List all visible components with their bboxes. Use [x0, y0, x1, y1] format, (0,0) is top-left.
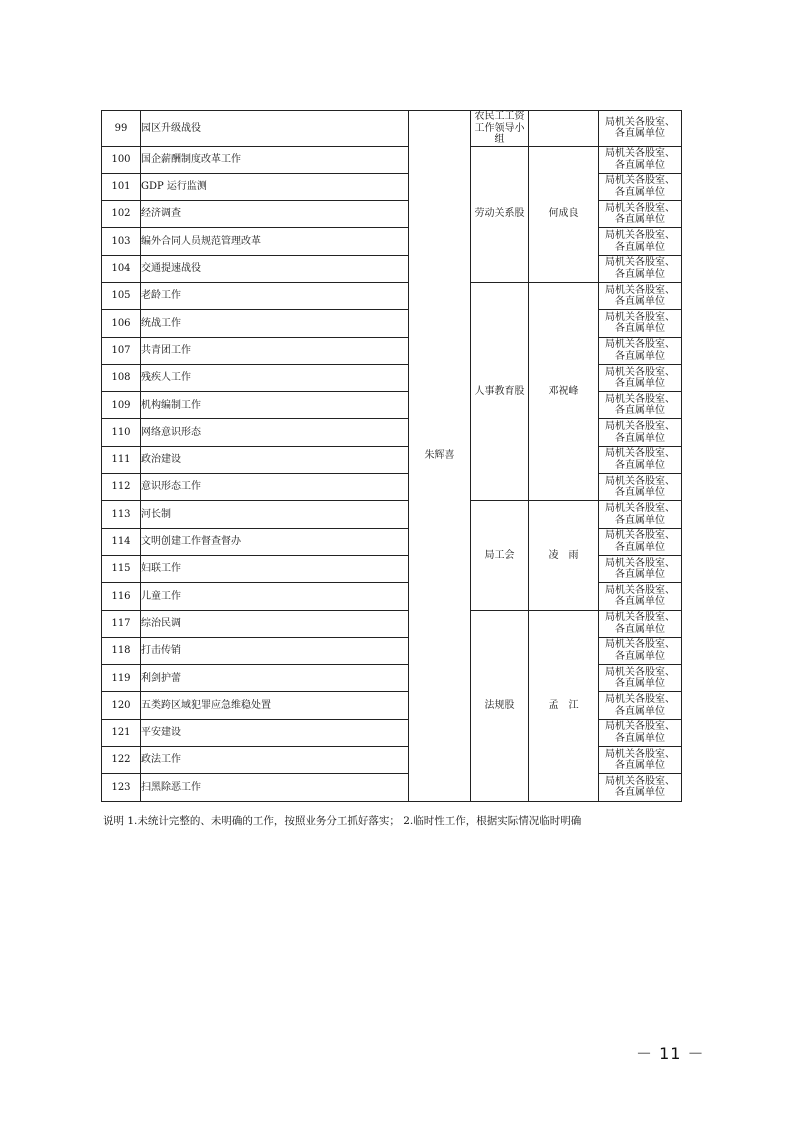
- row-number: 108: [102, 364, 141, 391]
- table-row: [102, 146, 682, 173]
- row-number: 104: [102, 255, 141, 282]
- task-name: 扫黑除恶工作: [141, 774, 409, 801]
- coop-units: 局机关各股室、 各直属单位: [599, 111, 682, 147]
- coop-units: 局机关各股室、 各直属单位: [599, 228, 682, 255]
- row-number: 119: [102, 665, 141, 692]
- task-name: 意识形态工作: [141, 474, 409, 501]
- row-number: 113: [102, 501, 141, 528]
- row-number: 114: [102, 528, 141, 555]
- task-name: 园区升级战役: [141, 111, 409, 147]
- task-name: 文明创建工作督查督办: [141, 528, 409, 555]
- task-name: 机构编制工作: [141, 392, 409, 419]
- task-name: 统战工作: [141, 310, 409, 337]
- coop-units: 局机关各股室、 各直属单位: [599, 637, 682, 664]
- task-name: 五类跨区域犯罪应急维稳处置: [141, 692, 409, 719]
- work-assignment-table: [101, 110, 682, 802]
- responsible-dept: 局工会: [471, 501, 529, 610]
- row-number: 102: [102, 201, 141, 228]
- page-number: － 11 －: [636, 1044, 705, 1063]
- table-row: [102, 111, 682, 147]
- responsible-dept: 法规股: [471, 610, 529, 801]
- coop-units: 局机关各股室、 各直属单位: [599, 146, 682, 173]
- responsible-dept: 人事教育股: [471, 282, 529, 500]
- coop-units: 局机关各股室、 各直属单位: [599, 692, 682, 719]
- row-number: 109: [102, 392, 141, 419]
- responsible-person: 孟 江: [529, 610, 599, 801]
- task-name: 政法工作: [141, 747, 409, 774]
- coop-units: 局机关各股室、 各直属单位: [599, 310, 682, 337]
- row-number: 121: [102, 719, 141, 746]
- coop-units: 局机关各股室、 各直属单位: [599, 528, 682, 555]
- coop-units: 局机关各股室、 各直属单位: [599, 665, 682, 692]
- row-number: 115: [102, 555, 141, 582]
- task-name: 儿童工作: [141, 583, 409, 610]
- responsible-dept: 劳动关系股: [471, 146, 529, 282]
- task-name: 网络意识形态: [141, 419, 409, 446]
- row-number: 117: [102, 610, 141, 637]
- table-row: [102, 282, 682, 309]
- responsible-dept: 农民工工资工作领导小组: [471, 111, 529, 147]
- row-number: 110: [102, 419, 141, 446]
- table-row: [102, 501, 682, 528]
- coop-units: 局机关各股室、 各直属单位: [599, 364, 682, 391]
- row-number: 103: [102, 228, 141, 255]
- coop-units: 局机关各股室、 各直属单位: [599, 774, 682, 801]
- task-name: 经济调查: [141, 201, 409, 228]
- coop-units: 局机关各股室、 各直属单位: [599, 255, 682, 282]
- coop-units: 局机关各股室、 各直属单位: [599, 583, 682, 610]
- task-name: GDP 运行监测: [141, 173, 409, 200]
- task-name: 打击传销: [141, 637, 409, 664]
- row-number: 116: [102, 583, 141, 610]
- row-number: 118: [102, 637, 141, 664]
- responsible-person: [529, 111, 599, 147]
- table-footnote: 说明 1.未统计完整的、未明确的工作，按照业务分工抓好落实； 2.临时性工作，根据实际情况临时明确: [103, 815, 582, 827]
- task-name: 河长制: [141, 501, 409, 528]
- coop-units: 局机关各股室、 各直属单位: [599, 474, 682, 501]
- task-name: 利剑护蕾: [141, 665, 409, 692]
- task-name: 老龄工作: [141, 282, 409, 309]
- table-row: [102, 610, 682, 637]
- responsible-person: 凌 雨: [529, 501, 599, 610]
- row-number: 112: [102, 474, 141, 501]
- task-name: 编外合同人员规范管理改革: [141, 228, 409, 255]
- row-number: 100: [102, 146, 141, 173]
- coop-units: 局机关各股室、 各直属单位: [599, 201, 682, 228]
- coop-units: 局机关各股室、 各直属单位: [599, 419, 682, 446]
- coop-units: 局机关各股室、 各直属单位: [599, 282, 682, 309]
- row-number: 122: [102, 747, 141, 774]
- responsible-leader: 朱辉喜: [409, 111, 471, 802]
- coop-units: 局机关各股室、 各直属单位: [599, 337, 682, 364]
- row-number: 106: [102, 310, 141, 337]
- coop-units: 局机关各股室、 各直属单位: [599, 747, 682, 774]
- coop-units: 局机关各股室、 各直属单位: [599, 610, 682, 637]
- coop-units: 局机关各股室、 各直属单位: [599, 173, 682, 200]
- responsible-person: 邓祝峰: [529, 282, 599, 500]
- row-number: 107: [102, 337, 141, 364]
- task-name: 平安建设: [141, 719, 409, 746]
- row-number: 105: [102, 282, 141, 309]
- task-name: 综治民调: [141, 610, 409, 637]
- row-number: 123: [102, 774, 141, 801]
- row-number: 101: [102, 173, 141, 200]
- coop-units: 局机关各股室、 各直属单位: [599, 501, 682, 528]
- coop-units: 局机关各股室、 各直属单位: [599, 555, 682, 582]
- task-name: 国企薪酬制度改革工作: [141, 146, 409, 173]
- task-name: 妇联工作: [141, 555, 409, 582]
- coop-units: 局机关各股室、 各直属单位: [599, 719, 682, 746]
- coop-units: 局机关各股室、 各直属单位: [599, 446, 682, 473]
- task-name: 残疾人工作: [141, 364, 409, 391]
- row-number: 99: [102, 111, 141, 147]
- task-name: 政治建设: [141, 446, 409, 473]
- task-name: 共青团工作: [141, 337, 409, 364]
- row-number: 120: [102, 692, 141, 719]
- row-number: 111: [102, 446, 141, 473]
- task-name: 交通提速战役: [141, 255, 409, 282]
- responsible-person: 何成良: [529, 146, 599, 282]
- coop-units: 局机关各股室、 各直属单位: [599, 392, 682, 419]
